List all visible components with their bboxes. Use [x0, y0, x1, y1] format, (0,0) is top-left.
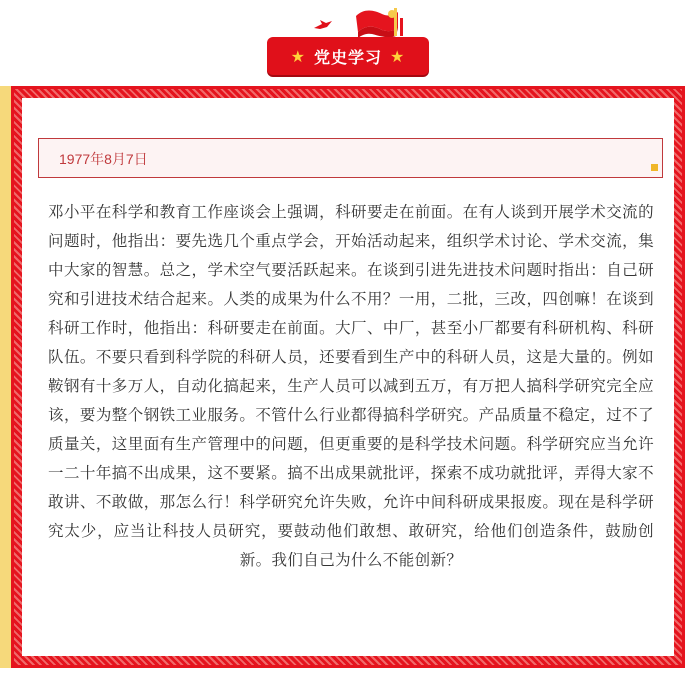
section-title-badge — [267, 37, 429, 75]
frame-gold-edge — [0, 86, 11, 668]
date-box — [38, 138, 663, 178]
article-paragraph: 邓小平在科学和教育工作座谈会上强调，科研要走在前面。在有人谈到开展学术交流的问题时，他指出：要先选几个重点学会，开始活动起来，组织学术讨论、学术交流，集中大家的智慧。总之，学术空气要活跃起来。在谈到引进先进技术问题时指出：自己研究和引进技术结合起来。人类的成果为什么不用？一用，二批，三改，四创嘛！在谈到科研工作时，他指出：科研要走在前面。大厂、中厂，甚至小厂都要有科研机构、科研队伍。不要只看到科学院的科研人员，还要看到生产中的科研人员，这是大量的。例如鞍钢有十多万人，自动化搞起来，生产人员可以减到五万，有万把人搞科学研究完全应该，要为整个钢铁工业服务。不管什么行业都得搞科学研究。产品质量不稳定，过不了质量关，这里面有生产管理中的问题，但更重要的是科学技术问题。科学研究应当允许一二十年搞不出成果，这不要紧。搞不出成果就批评，探索不成功就批评，弄得大家不敢讲、不敢做，那怎么行！科学研究允许失败，允许中间科研成果报废。现在是科学研究太少，应当让科技人员研究，要鼓动他们敢想、敢研究，给他们创造条件，鼓励创新。我们自己为什么不能创新？ — [48, 203, 654, 569]
star-icon: ★ — [290, 46, 306, 66]
corner-square-icon — [651, 164, 658, 171]
date-label: 1977年8月7日 — [59, 151, 148, 167]
article-body — [48, 198, 654, 575]
red-flag-icon — [310, 2, 420, 42]
section-title: 党史学习 — [313, 47, 382, 67]
star-icon: ★ — [390, 46, 406, 66]
